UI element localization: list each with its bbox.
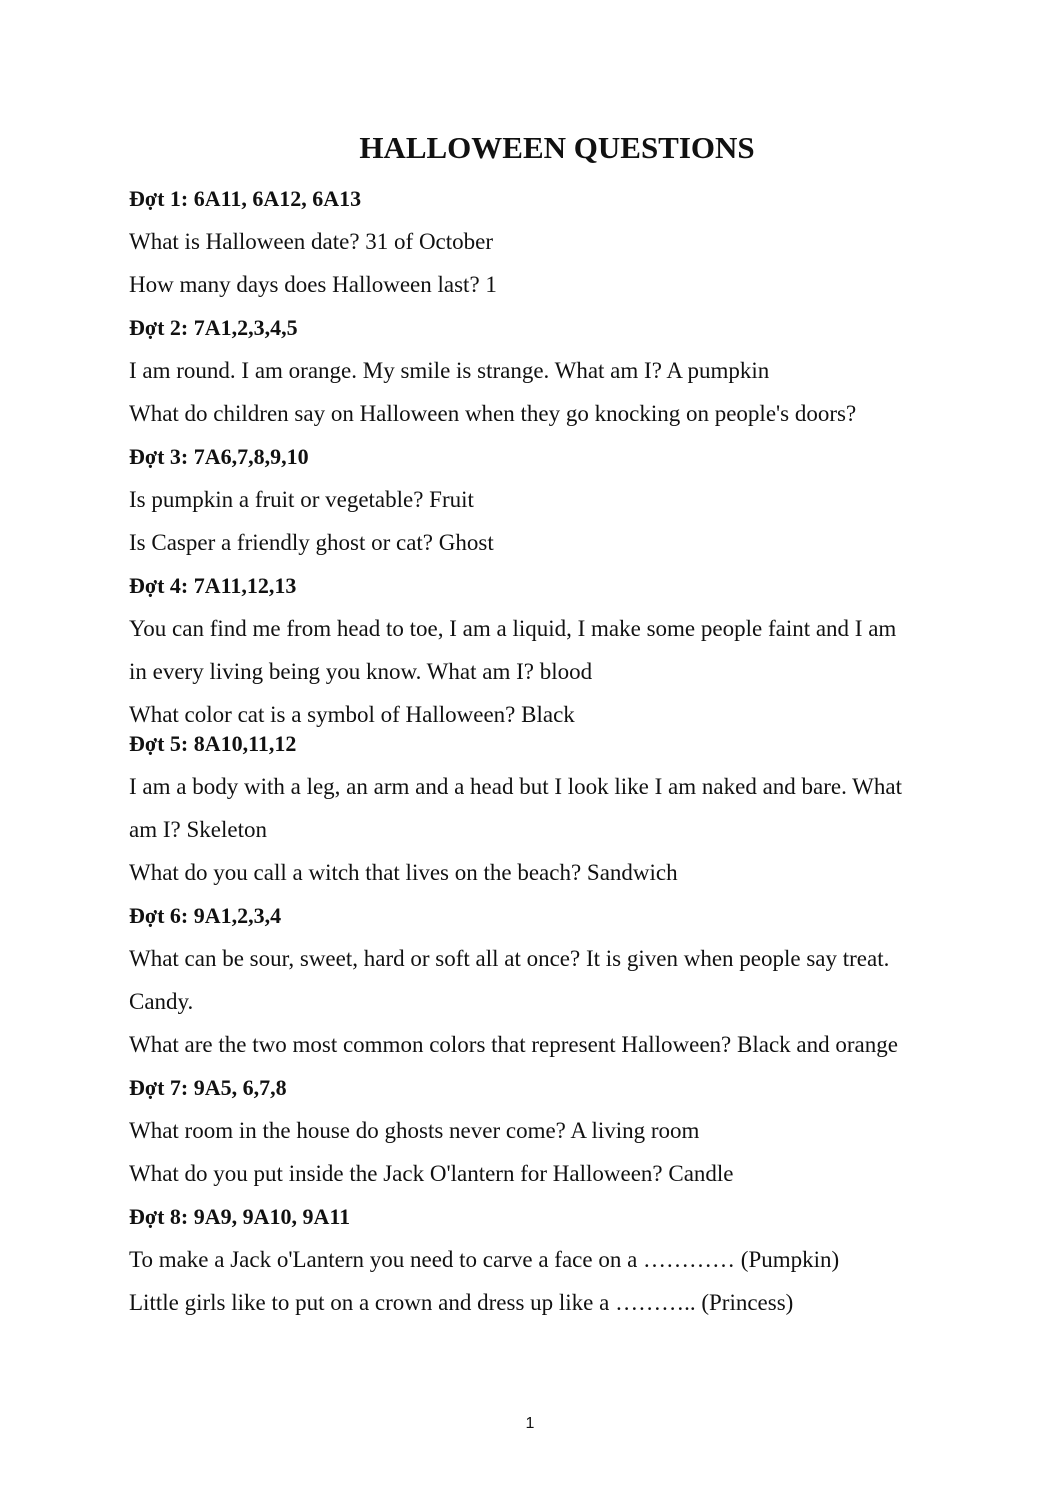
section-heading-8: Đợt 8: 9A9, 9A10, 9A11 <box>129 1204 351 1229</box>
document-title: HALLOWEEN QUESTIONS <box>359 130 755 165</box>
question-line: What do you put inside the Jack O'lantern for Halloween? Candle <box>129 1161 734 1186</box>
question-line: What can be sour, sweet, hard or soft all at once? It is given when people say treat. <box>129 946 890 971</box>
question-line: To make a Jack o'Lantern you need to carve a face on a ………… (Pumpkin) <box>129 1247 840 1272</box>
question-line: I am a body with a leg, an arm and a head but I look like I am naked and bare. What <box>129 774 902 799</box>
section-heading-5: Đợt 5: 8A10,11,12 <box>129 731 297 756</box>
question-line: What are the two most common colors that represent Halloween? Black and orange <box>129 1032 898 1057</box>
question-line: What is Halloween date? 31 of October <box>129 229 494 254</box>
question-line: What color cat is a symbol of Halloween? Black <box>129 702 575 727</box>
question-line: What room in the house do ghosts never come? A living room <box>129 1118 700 1143</box>
page-number: 1 <box>525 1415 535 1432</box>
question-line: Is pumpkin a fruit or vegetable? Fruit <box>129 487 474 512</box>
section-heading-6: Đợt 6: 9A1,2,3,4 <box>129 903 282 928</box>
question-line: Little girls like to put on a crown and dress up like a ……….. (Princess) <box>129 1290 794 1315</box>
question-line: am I? Skeleton <box>129 817 267 842</box>
section-heading-2: Đợt 2: 7A1,2,3,4,5 <box>129 315 298 340</box>
section-heading-7: Đợt 7: 9A5, 6,7,8 <box>129 1075 287 1100</box>
question-line: Is Casper a friendly ghost or cat? Ghost <box>129 530 494 555</box>
question-line: Candy. <box>129 989 194 1014</box>
section-heading-3: Đợt 3: 7A6,7,8,9,10 <box>129 444 309 469</box>
question-line: What do you call a witch that lives on the beach? Sandwich <box>129 860 678 885</box>
section-heading-4: Đợt 4: 7A11,12,13 <box>129 573 297 598</box>
question-line: What do children say on Halloween when they go knocking on people's doors? <box>129 401 857 426</box>
section-heading-1: Đợt 1: 6A11, 6A12, 6A13 <box>129 186 362 211</box>
question-line: You can find me from head to toe, I am a liquid, I make some people faint and I am <box>129 616 897 641</box>
question-line: in every living being you know. What am I? blood <box>129 659 593 684</box>
question-line: How many days does Halloween last? 1 <box>129 272 497 297</box>
question-line: I am round. I am orange. My smile is strange. What am I? A pumpkin <box>129 358 770 383</box>
